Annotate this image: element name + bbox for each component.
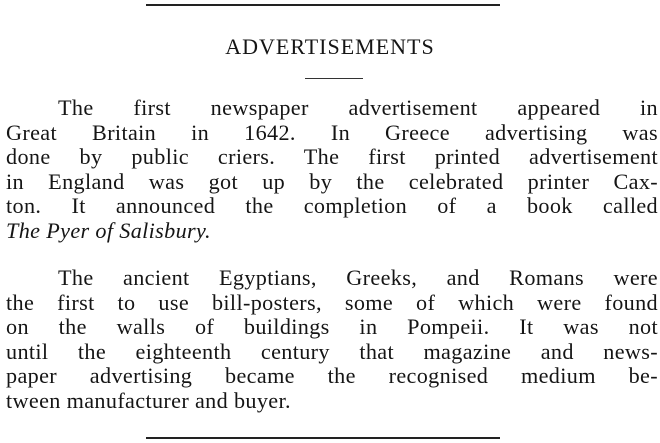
paragraph-1 xyxy=(6,96,658,243)
paragraph-2-line: until the eighteenth century that magazine and news- xyxy=(6,338,658,364)
paragraph-2-line: paper advertising became the recognised medium be- xyxy=(6,363,658,388)
paragraph-1-line: The first newspaper advertisement appeared in xyxy=(58,95,658,120)
top-rule xyxy=(146,4,500,6)
paragraph-1-line: in England was got up by the celebrated printer Cax- xyxy=(6,168,658,194)
article-heading: ADVERTISEMENTS xyxy=(225,34,435,59)
book-title: The Pyer of Salisbury. xyxy=(6,217,211,243)
paragraph-1-line: ton. It announced the completion of a book called xyxy=(6,193,658,218)
bottom-rule xyxy=(146,437,500,439)
paragraph-1-line: Great Britain in 1642. In Greece advertising was xyxy=(6,119,658,145)
paragraph-2-line: on the walls of buildings in Pompeii. It was not xyxy=(6,314,658,339)
paragraph-2-line: tween manufacturer and buyer. xyxy=(6,387,291,413)
paragraph-2-line: The ancient Egyptians, Greeks, and Romans were xyxy=(58,265,658,290)
paragraph-2 xyxy=(6,266,658,413)
paragraph-2-line: the first to use bill-posters, some of which were found xyxy=(6,289,658,315)
heading-underline xyxy=(305,78,363,79)
paragraph-1-line: done by public criers. The first printed advertisement xyxy=(6,144,658,169)
